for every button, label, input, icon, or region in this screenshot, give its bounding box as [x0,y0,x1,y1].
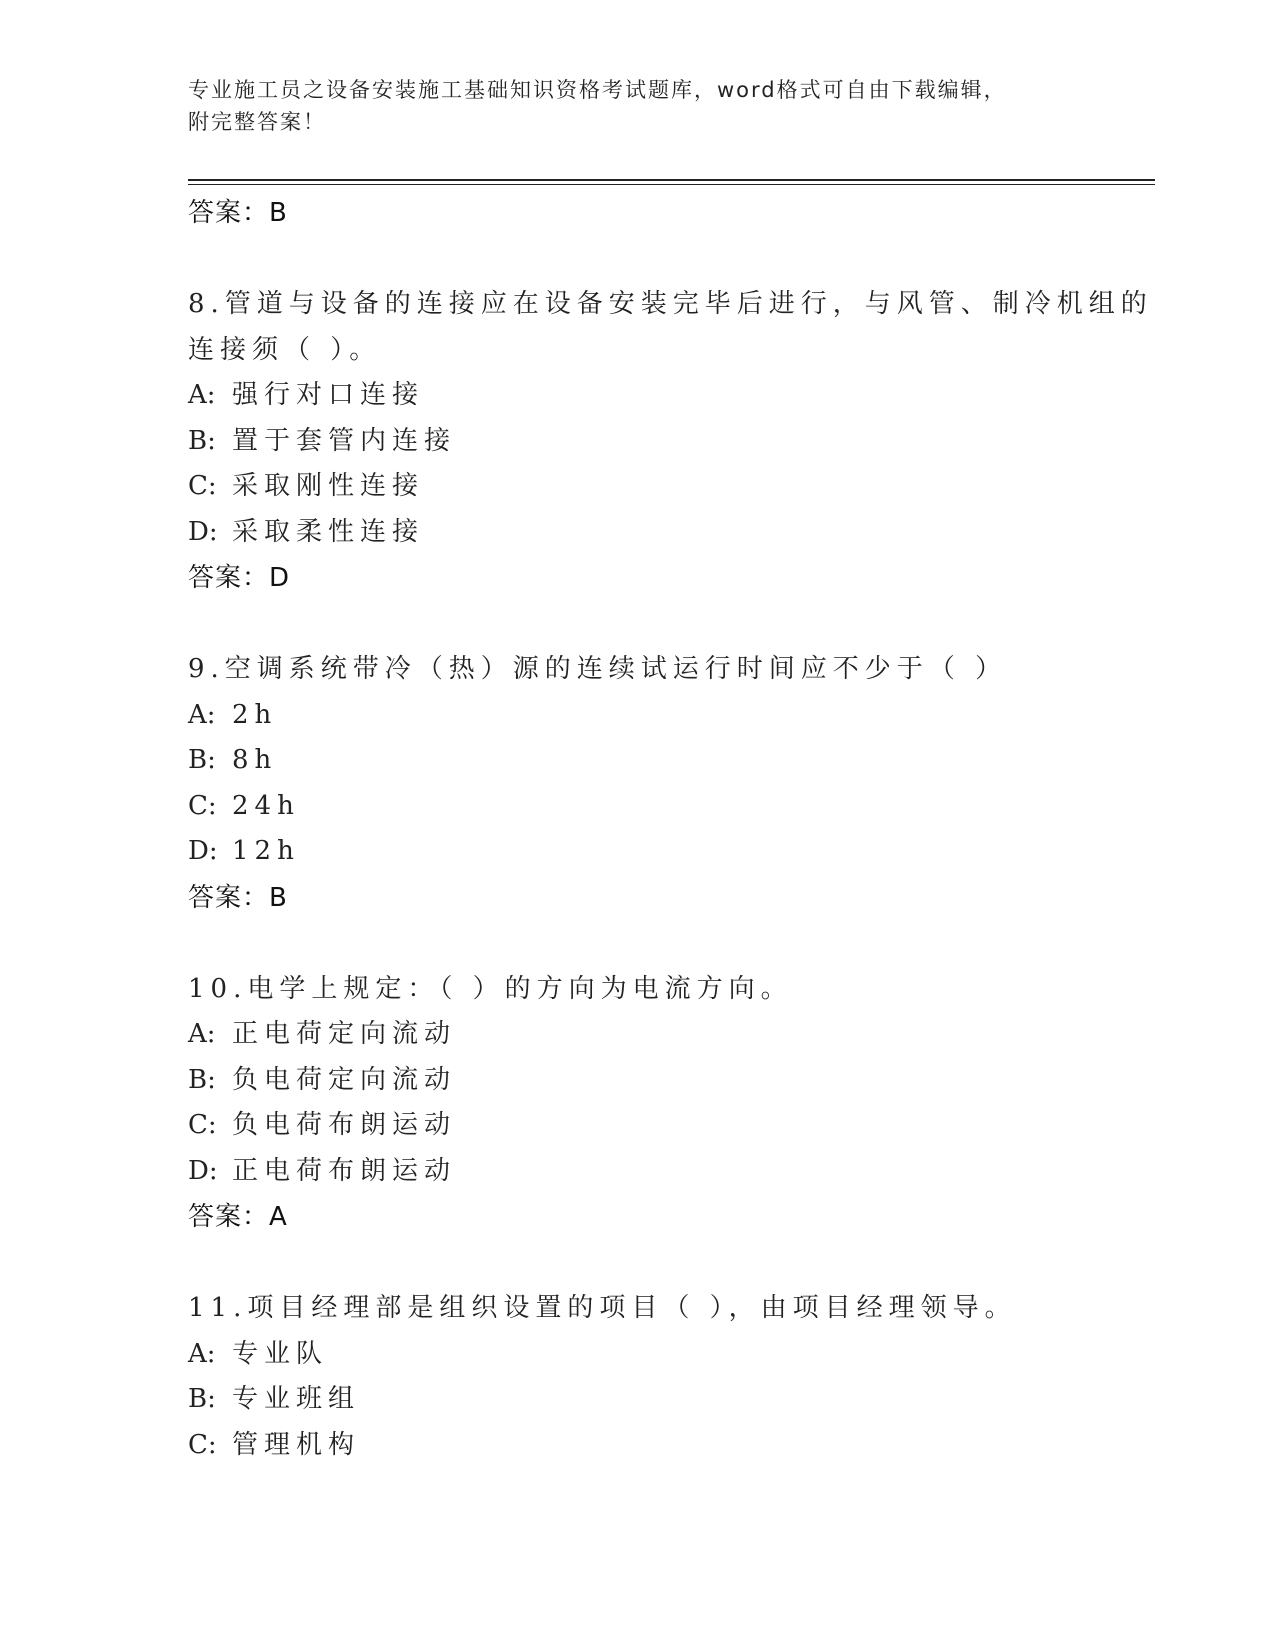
answer-line [188,555,1148,601]
option-text: 正电荷布朗运动 [232,1155,457,1186]
option-key: D: [188,836,218,866]
option-text: 强行对口连接 [232,380,425,410]
option-b [188,1058,1148,1104]
option-text: 2h [232,699,278,730]
question-text: 连接须（ ）。 [188,334,382,365]
option-text: 负电荷定向流动 [232,1064,457,1095]
option-text: 置于套管内连接 [232,425,457,456]
option-key: B: [188,425,216,456]
option-text: 专业班组 [232,1384,361,1414]
option-d [188,829,1148,875]
answer-line [188,875,1148,921]
answer-label: 答案： [188,198,270,228]
option-text: 采取柔性连接 [232,516,425,547]
option-a [188,373,1148,419]
option-key: A: [188,1019,216,1049]
answer-value: B [269,198,288,228]
option-key: D: [188,516,218,547]
question-text: 10.电学上规定：（ ）的方向为电流方向。 [188,973,793,1004]
header-rule-thin [188,184,1155,185]
option-text: 管理机构 [232,1429,361,1460]
answer-label: 答案： [188,882,270,913]
option-text: 8h [232,745,278,775]
option-b [188,1377,1148,1423]
option-a [188,693,1148,739]
question-text: 9.空调系统带冷（热）源的连续试运行时间应不少于（ ） [188,654,1008,684]
spacer [188,236,1148,282]
option-key: A: [188,699,216,730]
spacer [188,921,1148,967]
option-a [188,1332,1148,1378]
question-text: 8.管道与设备的连接应在设备安装完毕后进行，与风管、制冷机组的 [188,289,1153,319]
option-b [188,419,1148,465]
document-header [188,74,1088,138]
option-key: B: [188,1064,216,1095]
option-text: 专业队 [232,1338,329,1369]
option-text: 12h [232,836,300,866]
option-key: C: [188,1429,217,1460]
option-text: 负电荷布朗运动 [232,1110,457,1140]
option-key: C: [188,790,217,821]
option-b [188,738,1148,784]
answer-label: 答案： [188,1202,270,1232]
answer-value: A [269,1202,288,1232]
answer-label: 答案： [188,563,270,593]
answer-value: D [269,563,291,593]
option-d [188,510,1148,556]
option-key: C: [188,1110,217,1140]
option-d [188,1149,1148,1195]
spacer [188,1240,1148,1286]
option-key: B: [188,745,216,775]
header-line-1: 专业施工员之设备安装施工基础知识资格考试题库，word格式可自由下载编辑， [188,78,1007,102]
option-c [188,464,1148,510]
header-rule-thick [188,179,1155,181]
answer-line [188,1194,1148,1240]
option-key: C: [188,471,217,501]
spacer [188,601,1148,647]
answer-value: B [269,882,288,913]
option-key: A: [188,380,216,410]
option-key: A: [188,1338,216,1369]
question-text: 11.项目经理部是组织设置的项目（ ），由项目经理领导。 [188,1293,1017,1323]
option-key: D: [188,1155,218,1186]
question-list [188,190,1153,1468]
option-text: 24h [232,790,300,821]
header-line-2: 附完整答案！ [188,110,326,134]
option-key: B: [188,1384,216,1414]
option-text: 采取刚性连接 [232,471,425,501]
option-a [188,1012,1148,1058]
answer-line [188,190,1148,236]
option-c [188,1103,1148,1149]
option-c [188,1423,1148,1469]
option-c [188,784,1148,830]
option-text: 正电荷定向流动 [232,1019,457,1049]
